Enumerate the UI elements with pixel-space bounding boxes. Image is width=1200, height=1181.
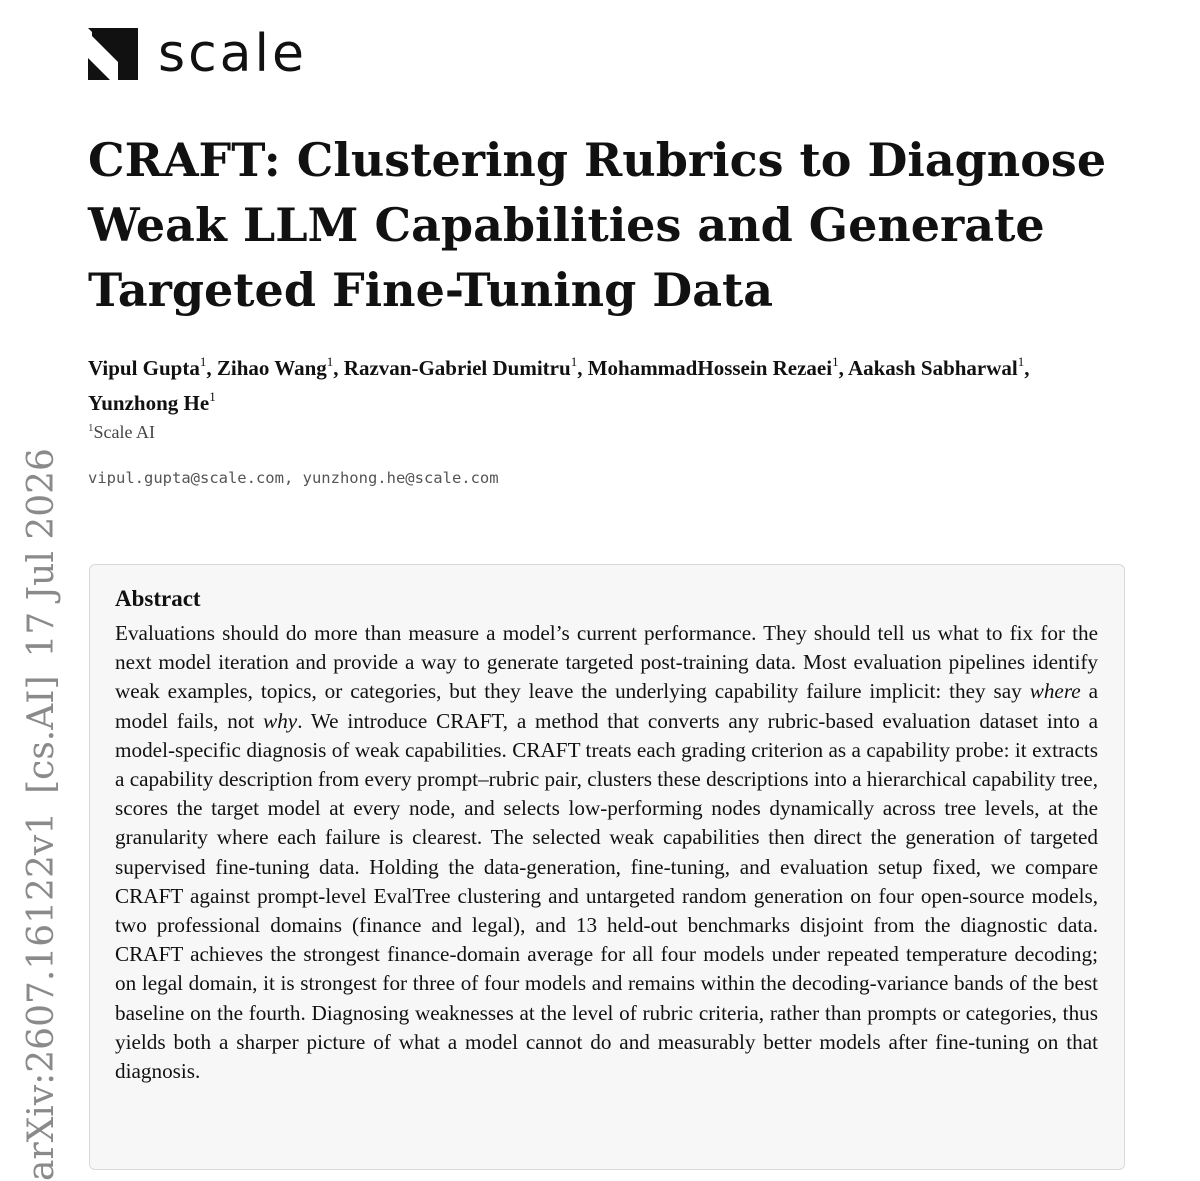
author-name: Aakash Sabharwal: [847, 356, 1018, 380]
scale-logo-icon: [88, 28, 138, 80]
author-name: Yunzhong He: [88, 391, 210, 415]
arxiv-id: arXiv:2607.16122v1: [21, 811, 62, 1181]
author-affil-mark: 1: [199, 354, 207, 369]
affiliation-name: Scale AI: [93, 422, 155, 442]
abstract-heading: Abstract: [115, 586, 201, 611]
arxiv-category: [cs.AI]: [21, 675, 62, 794]
author-affil-mark: 1: [1017, 354, 1025, 369]
affiliation: [88, 422, 155, 443]
paper-title: CRAFT: Clustering Rubrics to Diagnose Weak LLM Capabilities and Generate Targeted Fine-Tuning Data: [88, 133, 1107, 317]
abstract-box: [89, 564, 1125, 1170]
author-affil-mark: 1: [209, 389, 216, 404]
author-affil-mark: 1: [832, 354, 839, 369]
affiliation-mark: 1: [88, 422, 94, 434]
author-affil-mark: 1: [326, 354, 334, 369]
scale-wordmark: scale: [158, 24, 307, 84]
arxiv-sidebar-stamp: [21, 448, 62, 1181]
abstract-text: [115, 619, 1098, 1086]
author-name: Zihao Wang: [216, 356, 327, 380]
arxiv-date: 17 Jul 2026: [21, 448, 62, 658]
abstract-emphasis: why: [263, 708, 298, 733]
author-affil-mark: 1: [570, 354, 578, 369]
abstract-segment: Evaluations should do more than measure a model’s current performance. They should tell us what to fix for the next model iteration and provide a way to generate targeted post-training data. Most evaluation pipelines identify weak examples, topics, or categories, but they leave the underlying capability failure implicit: they say: [115, 621, 1098, 704]
abstract-emphasis: where: [1029, 679, 1081, 704]
author-name: Vipul Gupta: [88, 356, 200, 380]
abstract-segment: . We introduce CRAFT, a method that converts any rubric-based evaluation dataset into a model-specific diagnosis of weak capabilities. CRAFT treats each grading criterion as a capability probe: it extracts a capability description from every prompt–rubric pair, clusters these descriptions into a hierarchical capability tree, scores the target model at every node, and selects low-performing nodes dynamically across tree levels, at the granularity where each failure is clearest. The selected weak capabilities then direct the generation of targeted supervised fine-tuning data. Holding the data-generation, fine-tuning, and evaluation setup fixed, we compare CRAFT against prompt-level EvalTree clustering and untargeted random generation on four open-source models, two professional domains (finance and legal), and 13 held-out benchmarks disjoint from the diagnostic data. CRAFT achieves the strongest finance-domain average for all four models under repeated temperature decoding; on legal domain, it is strongest for three of four models and remains within the decoding-variance bands of the best baseline on the fourth. Diagnosing weaknesses at the level of rubric criteria, rather than prompts or categories, thus yields both a sharper picture of what a model cannot do and measurably better models after fine-tuning on that diagnosis.: [115, 708, 1099, 1084]
author-list: Vipul Gupta$^1$, Zihao Wang$^1$, Razvan-Gabriel Dumitru$^1$, MohammadHossein Rezaei$^1$, Aakash Sabharwal$^1$, Yunzhong He$^1$: [88, 354, 1030, 415]
author-name: MohammadHossein Rezaei: [587, 356, 833, 380]
contact-emails: vipul.gupta@scale.com, yunzhong.he@scale.com: [88, 469, 499, 487]
author-name: Razvan-Gabriel Dumitru: [343, 356, 571, 380]
abstract-segment: a model fails, not: [115, 679, 1099, 733]
scale-logo: [88, 26, 307, 82]
